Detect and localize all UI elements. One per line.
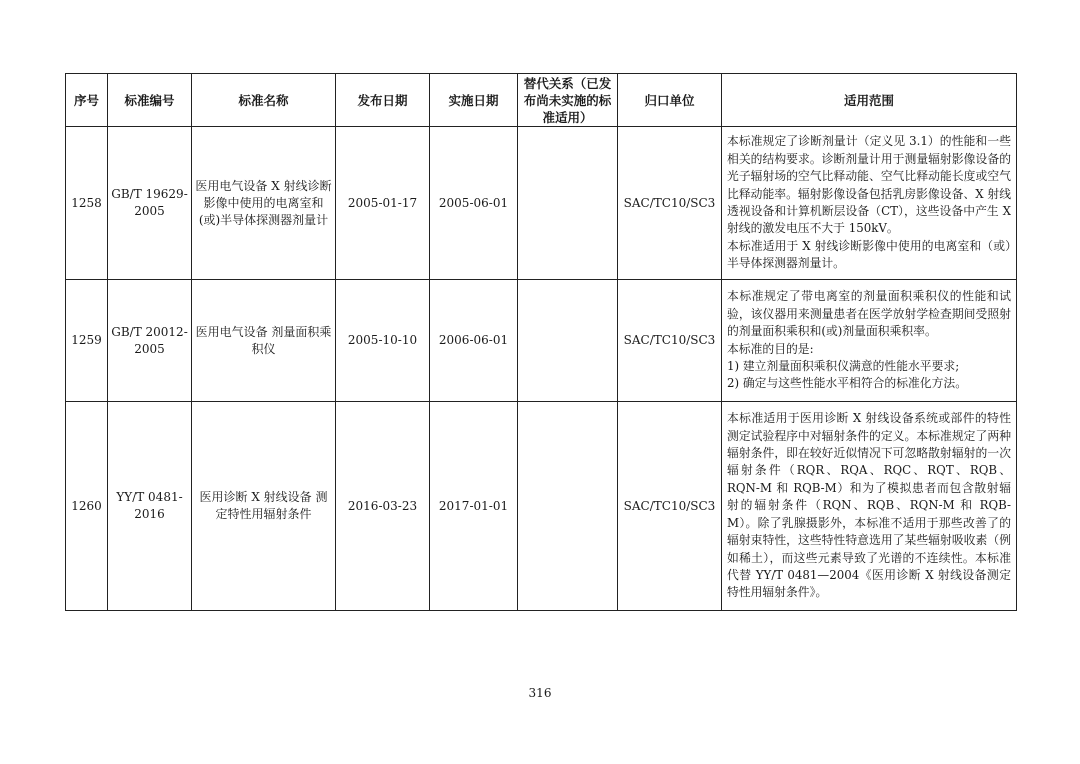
- standards-table: [65, 73, 1017, 611]
- table-row: [66, 127, 1017, 280]
- cell-seq: 1259: [66, 280, 108, 402]
- header-name: 标准名称: [192, 74, 336, 127]
- cell-seq: 1260: [66, 402, 108, 611]
- cell-replaces: [518, 402, 618, 611]
- header-publish-date: 发布日期: [336, 74, 430, 127]
- cell-scope: [722, 127, 1017, 280]
- cell-publish-date: 2005-10-10: [336, 280, 430, 402]
- table-row: [66, 280, 1017, 402]
- cell-unit: SAC/TC10/SC3: [618, 402, 722, 611]
- header-row: [66, 74, 1017, 127]
- header-seq: 序号: [66, 74, 108, 127]
- cell-replaces: [518, 127, 618, 280]
- scope-paragraph: 本标准适用于 X 射线诊断影像中使用的电离室和（或）半导体探测器剂量计。: [727, 238, 1011, 271]
- cell-name: 医用电气设备 X 射线诊断影像中使用的电离室和(或)半导体探测器剂量计: [192, 127, 336, 280]
- cell-publish-date: 2005-01-17: [336, 127, 430, 280]
- page-number: 316: [528, 686, 552, 700]
- scope-paragraph: 本标准的目的是:: [727, 341, 814, 356]
- header-replaces: 替代关系（已发布尚未实施的标准适用）: [518, 74, 618, 127]
- cell-scope: [722, 280, 1017, 402]
- header-code: 标准编号: [108, 74, 192, 127]
- cell-seq: 1258: [66, 127, 108, 280]
- cell-effective-date: 2017-01-01: [430, 402, 518, 611]
- cell-name: 医用诊断 X 射线设备 测定特性用辐射条件: [192, 402, 336, 611]
- cell-effective-date: 2006-06-01: [430, 280, 518, 402]
- cell-scope: [722, 402, 1017, 611]
- cell-code: GB/T 19629-2005: [108, 127, 192, 280]
- cell-replaces: [518, 280, 618, 402]
- cell-effective-date: 2005-06-01: [430, 127, 518, 280]
- scope-paragraph: 1) 建立剂量面积乘积仪满意的性能水平要求;: [727, 358, 960, 373]
- cell-unit: SAC/TC10/SC3: [618, 280, 722, 402]
- header-unit: 归口单位: [618, 74, 722, 127]
- cell-code: GB/T 20012-2005: [108, 280, 192, 402]
- cell-code: YY/T 0481-2016: [108, 402, 192, 611]
- cell-publish-date: 2016-03-23: [336, 402, 430, 611]
- table-row: [66, 402, 1017, 611]
- scope-paragraph: 本标准规定了带电离室的剂量面积乘积仪的性能和试验，该仪器用来测量患者在医学放射学检查期间受照射的剂量面积乘积和(或)剂量面积乘积率。: [727, 289, 1011, 339]
- scope-paragraph: 本标准规定了诊断剂量计（定义见 3.1）的性能和一些相关的结构要求。诊断剂量计用于测量辐射影像设备的光子辐射场的空气比释动能、空气比释动能长度或空气比释动能率。辐射影像设备包括乳房影像设备、X 射线透视设备和计算机断层设备（CT），这些设备中产生 X 射线的激发电压不大于 150kV。: [727, 134, 1011, 236]
- cell-name: 医用电气设备 剂量面积乘积仪: [192, 280, 336, 402]
- cell-unit: SAC/TC10/SC3: [618, 127, 722, 280]
- scope-paragraph: 本标准适用于医用诊断 X 射线设备系统或部件的特性测定试验程序中对辐射条件的定义。本标准规定了两种辐射条件，即在较好近似情况下可忽略散射辐射的一次辐射条件（RQR、RQA、RQC、RQT、RQB、RQN-M 和 RQB-M）和为了模拟患者而包含散射辐射的辐射条件（RQN、RQB、RQN-M 和 RQB-M）。除了乳腺摄影外，本标准不适用于那些改善了的辐射束特性，这些特性特意选用了某些辐射吸收素（例如稀土），而这些元素导致了光谱的不连续性。本标准代替 YY/T 0481—2004《医用诊断 X 射线设备测定特性用辐射条件》。: [727, 411, 1011, 600]
- scope-paragraph: 2) 确定与这些性能水平相符合的标准化方法。: [727, 376, 967, 391]
- header-effective-date: 实施日期: [430, 74, 518, 127]
- header-scope: 适用范围: [722, 74, 1017, 127]
